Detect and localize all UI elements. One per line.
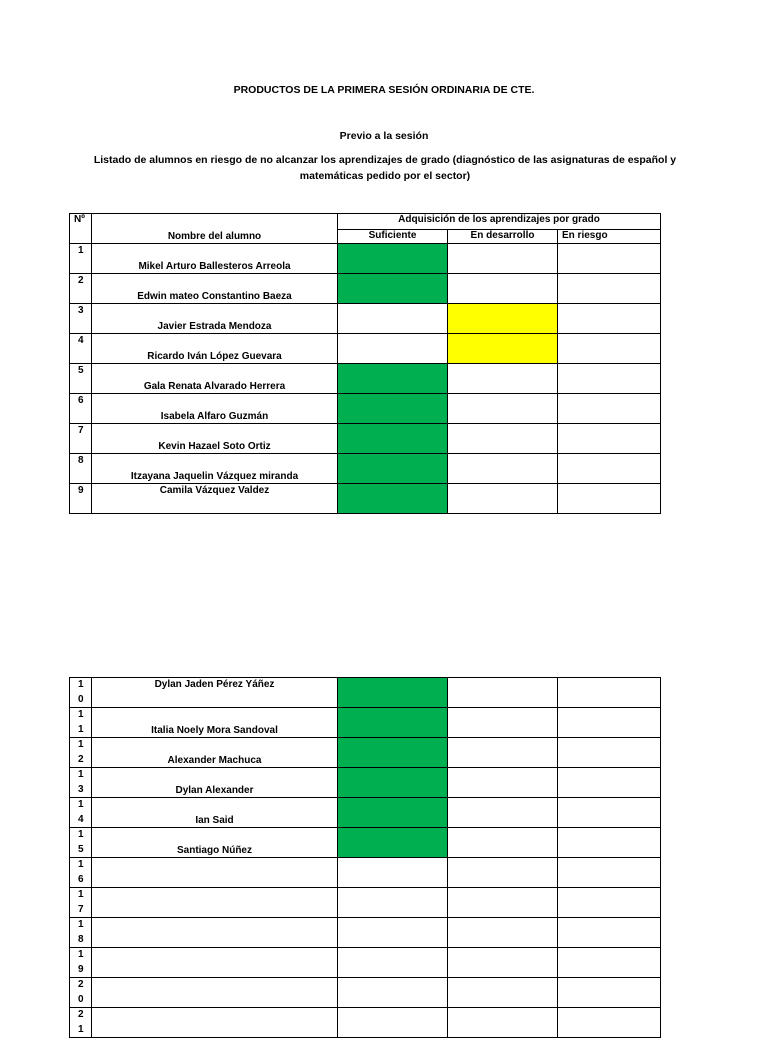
student-number-digit: 1: [78, 1023, 84, 1035]
developing-cell: [448, 334, 558, 364]
developing-cell: [448, 978, 558, 1008]
at-risk-cell: [558, 454, 661, 484]
student-name-cell: Dylan Alexander: [92, 768, 338, 798]
developing-cell: [448, 454, 558, 484]
sufficient-cell: [338, 948, 448, 978]
sufficient-cell: [338, 978, 448, 1008]
table-row: [70, 364, 661, 394]
document-subtitle: Previo a la sesión: [339, 130, 429, 142]
header-acquisition-group: Adquisición de los aprendizajes por grado: [338, 214, 661, 230]
sufficient-cell: [338, 768, 448, 798]
students-tbody-page2: [70, 678, 661, 1038]
student-number-digit: 1: [78, 799, 84, 810]
student-number-cell: 9: [70, 484, 92, 514]
developing-cell: [448, 948, 558, 978]
student-number-digit: 2: [78, 753, 84, 765]
developing-cell: [448, 798, 558, 828]
header-number: Nº: [70, 214, 92, 244]
student-number-digit: 5: [78, 843, 84, 855]
student-number-cell: [70, 678, 92, 708]
sufficient-cell: [338, 708, 448, 738]
student-name-cell: Camila Vázquez Valdez: [92, 484, 338, 514]
table-row: [70, 454, 661, 484]
student-name-cell: Mikel Arturo Ballesteros Arreola: [92, 244, 338, 274]
sufficient-cell: [338, 244, 448, 274]
developing-cell: [448, 394, 558, 424]
student-number-digit: 8: [78, 933, 84, 945]
student-number-cell: [70, 858, 92, 888]
student-number-digit: 1: [78, 723, 84, 735]
at-risk-cell: [558, 394, 661, 424]
at-risk-cell: [558, 888, 661, 918]
header-sufficient: Suficiente: [338, 229, 448, 243]
developing-cell: [448, 304, 558, 334]
student-number-cell: [70, 918, 92, 948]
student-number-digit: 1: [78, 739, 84, 750]
sufficient-cell: [338, 798, 448, 828]
developing-cell: [448, 858, 558, 888]
developing-cell: [448, 244, 558, 274]
student-number-cell: 7: [70, 424, 92, 454]
table-row: [70, 484, 661, 514]
table-row: [70, 918, 661, 948]
sufficient-cell: [338, 454, 448, 484]
student-name-cell: Edwin mateo Constantino Baeza: [92, 274, 338, 304]
at-risk-cell: [558, 484, 661, 514]
header-at-risk: En riesgo: [558, 229, 661, 243]
sufficient-cell: [338, 304, 448, 334]
document-description: Listado de alumnos en riesgo de no alcanzar los aprendizajes de grado (diagnóstico de las asignaturas de español y matemáticas pedido por el sector): [93, 154, 677, 182]
table-row: [70, 678, 661, 708]
student-number-cell: [70, 768, 92, 798]
at-risk-cell: [558, 304, 661, 334]
student-number-cell: [70, 828, 92, 858]
student-number-digit: 1: [78, 919, 84, 930]
student-name-cell: Gala Renata Alvarado Herrera: [92, 364, 338, 394]
students-tbody-page1: [70, 244, 661, 514]
developing-cell: [448, 708, 558, 738]
sufficient-cell: [338, 678, 448, 708]
student-name-cell: Javier Estrada Mendoza: [92, 304, 338, 334]
header-name: Nombre del alumno: [92, 214, 338, 244]
at-risk-cell: [558, 1008, 661, 1038]
student-name-cell: Dylan Jaden Pérez Yáñez: [92, 678, 338, 708]
students-table-page1: [69, 213, 661, 514]
developing-cell: [448, 768, 558, 798]
developing-cell: [448, 678, 558, 708]
table-row: [70, 858, 661, 888]
student-number-cell: 8: [70, 454, 92, 484]
table-row: [70, 828, 661, 858]
student-name-cell: [92, 888, 338, 918]
sufficient-cell: [338, 334, 448, 364]
table-row: [70, 738, 661, 768]
student-name-cell: Italia Noely Mora Sandoval: [92, 708, 338, 738]
at-risk-cell: [558, 334, 661, 364]
at-risk-cell: [558, 828, 661, 858]
student-number-digit: 9: [78, 963, 84, 975]
student-number-digit: 2: [78, 1009, 84, 1020]
table-row: [70, 978, 661, 1008]
table-row: [70, 1008, 661, 1038]
student-name-cell: Santiago Núñez: [92, 828, 338, 858]
developing-cell: [448, 274, 558, 304]
student-name-cell: [92, 948, 338, 978]
sufficient-cell: [338, 274, 448, 304]
student-number-digit: 1: [78, 769, 84, 780]
at-risk-cell: [558, 364, 661, 394]
at-risk-cell: [558, 918, 661, 948]
student-name-cell: Alexander Machuca: [92, 738, 338, 768]
developing-cell: [448, 364, 558, 394]
student-number-cell: [70, 708, 92, 738]
table-row: [70, 708, 661, 738]
student-number-digit: 4: [78, 813, 84, 825]
student-number-cell: 5: [70, 364, 92, 394]
header-developing: En desarrollo: [448, 229, 558, 243]
students-table-page2: [69, 677, 661, 1038]
student-number-cell: 4: [70, 334, 92, 364]
table-row: [70, 798, 661, 828]
sufficient-cell: [338, 484, 448, 514]
at-risk-cell: [558, 768, 661, 798]
sufficient-cell: [338, 738, 448, 768]
student-number-cell: 3: [70, 304, 92, 334]
student-number-cell: 2: [70, 274, 92, 304]
student-name-cell: Ricardo Iván López Guevara: [92, 334, 338, 364]
table-row: [70, 334, 661, 364]
student-number-digit: 3: [78, 783, 84, 795]
sufficient-cell: [338, 424, 448, 454]
student-number-cell: [70, 978, 92, 1008]
sufficient-cell: [338, 828, 448, 858]
at-risk-cell: [558, 798, 661, 828]
student-number-digit: 1: [78, 709, 84, 720]
sufficient-cell: [338, 888, 448, 918]
table-row: [70, 244, 661, 274]
sufficient-cell: [338, 364, 448, 394]
at-risk-cell: [558, 424, 661, 454]
sufficient-cell: [338, 918, 448, 948]
sufficient-cell: [338, 1008, 448, 1038]
student-name-cell: [92, 858, 338, 888]
developing-cell: [448, 738, 558, 768]
student-number-digit: 0: [78, 693, 84, 705]
student-number-digit: 6: [78, 873, 84, 885]
student-number-digit: 1: [78, 829, 84, 840]
student-name-cell: Isabela Alfaro Guzmán: [92, 394, 338, 424]
developing-cell: [448, 828, 558, 858]
table-row: [70, 304, 661, 334]
developing-cell: [448, 424, 558, 454]
document-title: PRODUCTOS DE LA PRIMERA SESIÓN ORDINARIA DE CTE.: [233, 84, 535, 96]
developing-cell: [448, 888, 558, 918]
table-row: [70, 888, 661, 918]
at-risk-cell: [558, 274, 661, 304]
at-risk-cell: [558, 858, 661, 888]
student-number-cell: 1: [70, 244, 92, 274]
student-name-cell: Itzayana Jaquelin Vázquez miranda: [92, 454, 338, 484]
student-number-digit: 1: [78, 679, 84, 690]
student-name-cell: Ian Said: [92, 798, 338, 828]
student-number-cell: [70, 798, 92, 828]
student-number-digit: 1: [78, 859, 84, 870]
table-row: [70, 768, 661, 798]
sufficient-cell: [338, 394, 448, 424]
at-risk-cell: [558, 678, 661, 708]
developing-cell: [448, 484, 558, 514]
student-number-digit: 2: [78, 979, 84, 990]
student-number-cell: [70, 948, 92, 978]
student-name-cell: [92, 1008, 338, 1038]
table-row: [70, 424, 661, 454]
at-risk-cell: [558, 708, 661, 738]
student-name-cell: Kevin Hazael Soto Ortiz: [92, 424, 338, 454]
at-risk-cell: [558, 978, 661, 1008]
student-name-cell: [92, 978, 338, 1008]
student-number-digit: 0: [78, 993, 84, 1005]
table-row: [70, 394, 661, 424]
developing-cell: [448, 918, 558, 948]
student-name-cell: [92, 918, 338, 948]
student-number-cell: [70, 738, 92, 768]
at-risk-cell: [558, 948, 661, 978]
developing-cell: [448, 1008, 558, 1038]
student-number-cell: [70, 888, 92, 918]
sufficient-cell: [338, 858, 448, 888]
at-risk-cell: [558, 244, 661, 274]
student-number-cell: [70, 1008, 92, 1038]
table-row: [70, 274, 661, 304]
table-row: [70, 948, 661, 978]
at-risk-cell: [558, 738, 661, 768]
student-number-digit: 1: [78, 889, 84, 900]
student-number-digit: 7: [78, 903, 84, 915]
student-number-cell: 6: [70, 394, 92, 424]
student-number-digit: 1: [78, 949, 84, 960]
